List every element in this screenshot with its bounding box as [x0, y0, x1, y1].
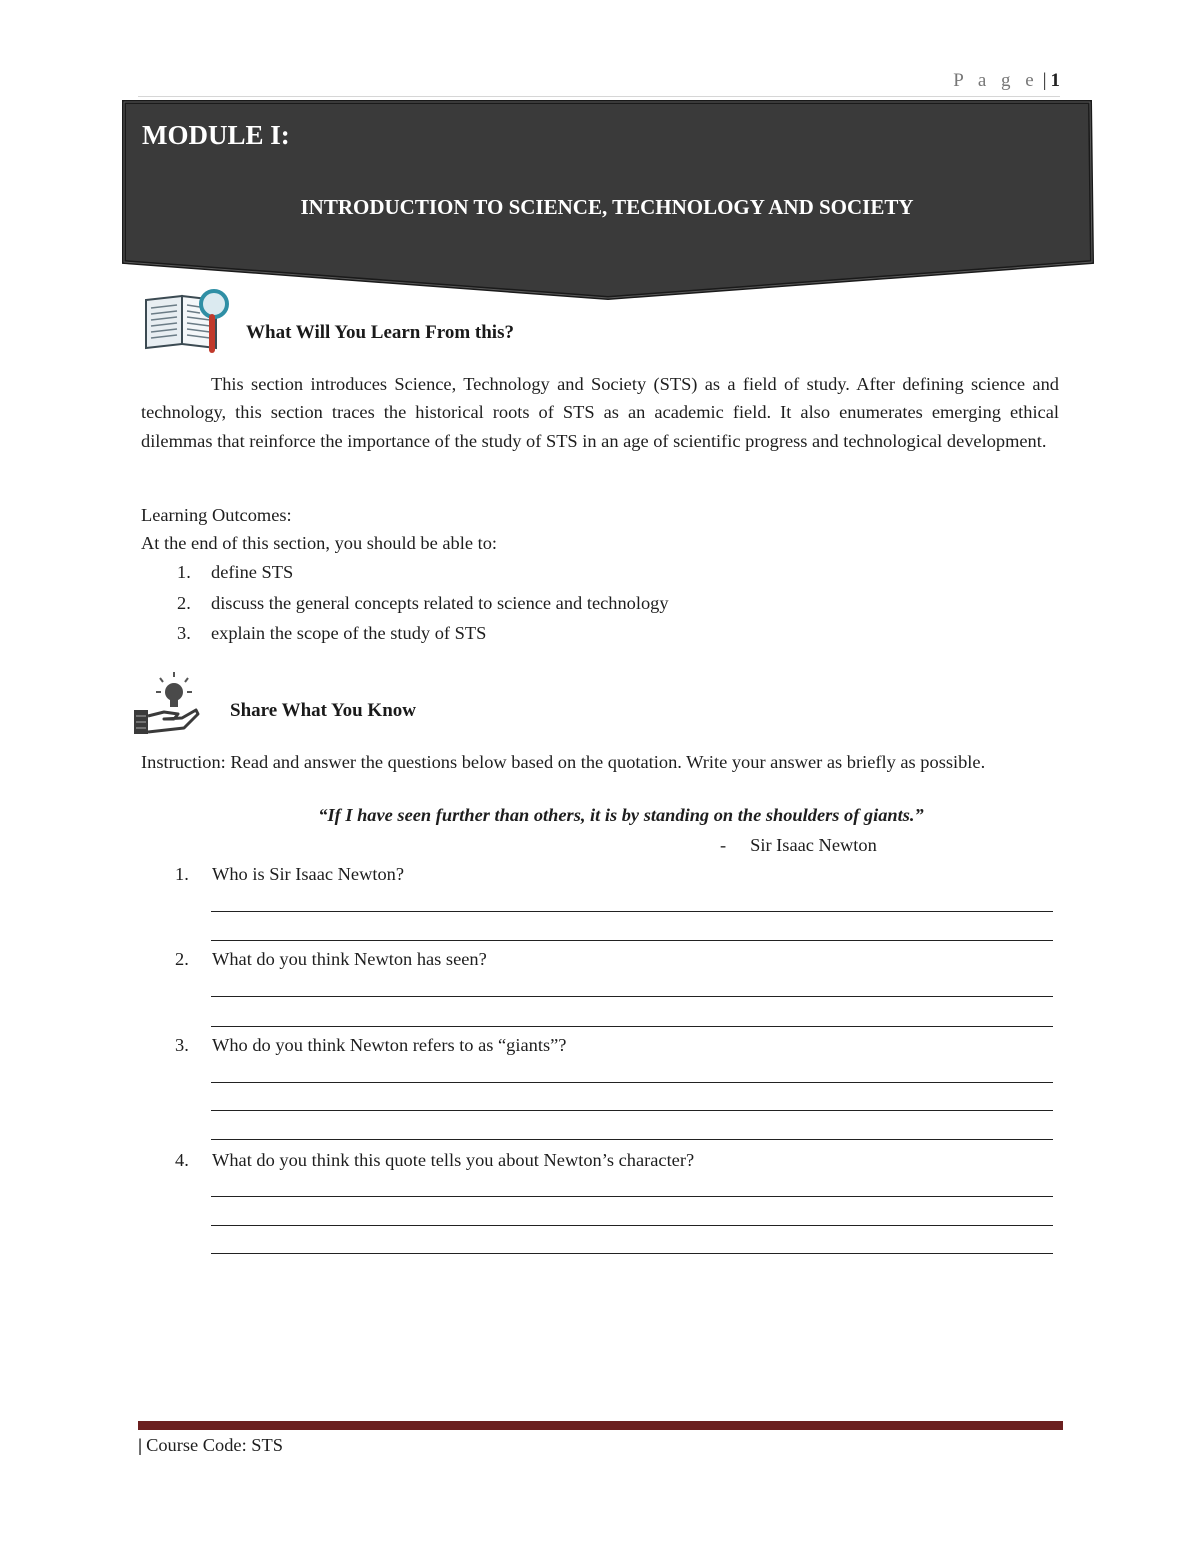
outcome-number: 1.: [177, 562, 191, 582]
page-separator: |: [1042, 70, 1047, 91]
question-text: Who is Sir Isaac Newton?: [212, 864, 405, 884]
hand-lightbulb-icon: [130, 670, 202, 740]
question-text: Who do you think Newton refers to as “giants”?: [212, 1035, 567, 1055]
course-code: Course Code: STS: [146, 1435, 283, 1455]
answer-line[interactable]: [211, 940, 1053, 941]
footer-rule: [138, 1421, 1063, 1430]
outcome-number: 2.: [177, 593, 191, 613]
answer-line[interactable]: [211, 1026, 1053, 1027]
newton-quote: “If I have seen further than others, it is by standing on the shoulders of giants.”: [318, 805, 924, 825]
author-name: Sir Isaac Newton: [750, 835, 877, 855]
answer-line[interactable]: [211, 1225, 1053, 1226]
question-number: 4.: [175, 1150, 189, 1170]
outcomes-intro: At the end of this section, you should be able to:: [141, 533, 498, 553]
answer-line[interactable]: [211, 996, 1053, 997]
question-number: 2.: [175, 949, 189, 969]
page-label: P a g e: [953, 70, 1039, 91]
question-number: 1.: [175, 864, 189, 884]
page-number: 1: [1050, 70, 1060, 91]
answer-line[interactable]: [211, 1139, 1053, 1140]
quote-author: [720, 835, 877, 856]
book-magnifier-icon: [140, 286, 232, 358]
outcome-text: define STS: [211, 562, 294, 582]
answer-line[interactable]: [211, 1110, 1053, 1111]
header-rule: [138, 96, 1060, 97]
footer-separator: |: [138, 1435, 143, 1455]
answer-line[interactable]: [211, 1082, 1053, 1083]
answer-line[interactable]: [211, 1253, 1053, 1254]
answer-line[interactable]: [211, 911, 1053, 912]
outcome-text: explain the scope of the study of STS: [211, 623, 487, 643]
instruction-text: Instruction: Read and answer the questions below based on the quotation. Write your answer as briefly as possible.: [141, 752, 986, 772]
question-text: What do you think this quote tells you about Newton’s character?: [212, 1150, 695, 1170]
outcome-number: 3.: [177, 623, 191, 643]
share-heading: Share What You Know: [230, 700, 417, 721]
outcome-text: discuss the general concepts related to science and technology: [211, 593, 669, 613]
module-subtitle: INTRODUCTION TO SCIENCE, TECHNOLOGY AND SOCIETY: [300, 195, 914, 219]
page-header: [900, 70, 1060, 92]
outcomes-title: Learning Outcomes:: [141, 505, 292, 525]
intro-paragraph: This section introduces Science, Technology and Society (STS) as a field of study. After defining science and technology, this section traces the historical roots of STS as an academic field. It also enumerates emerging ethical dilemmas that reinforce the importance of the study of STS in an age of scientific progress and technological development.: [141, 374, 1059, 451]
learn-heading: What Will You Learn From this?: [246, 322, 514, 343]
answer-line[interactable]: [211, 1196, 1053, 1197]
question-text: What do you think Newton has seen?: [212, 949, 487, 969]
author-dash: -: [720, 835, 727, 855]
question-number: 3.: [175, 1035, 189, 1055]
module-title: MODULE I:: [142, 120, 290, 150]
footer: [138, 1435, 283, 1456]
